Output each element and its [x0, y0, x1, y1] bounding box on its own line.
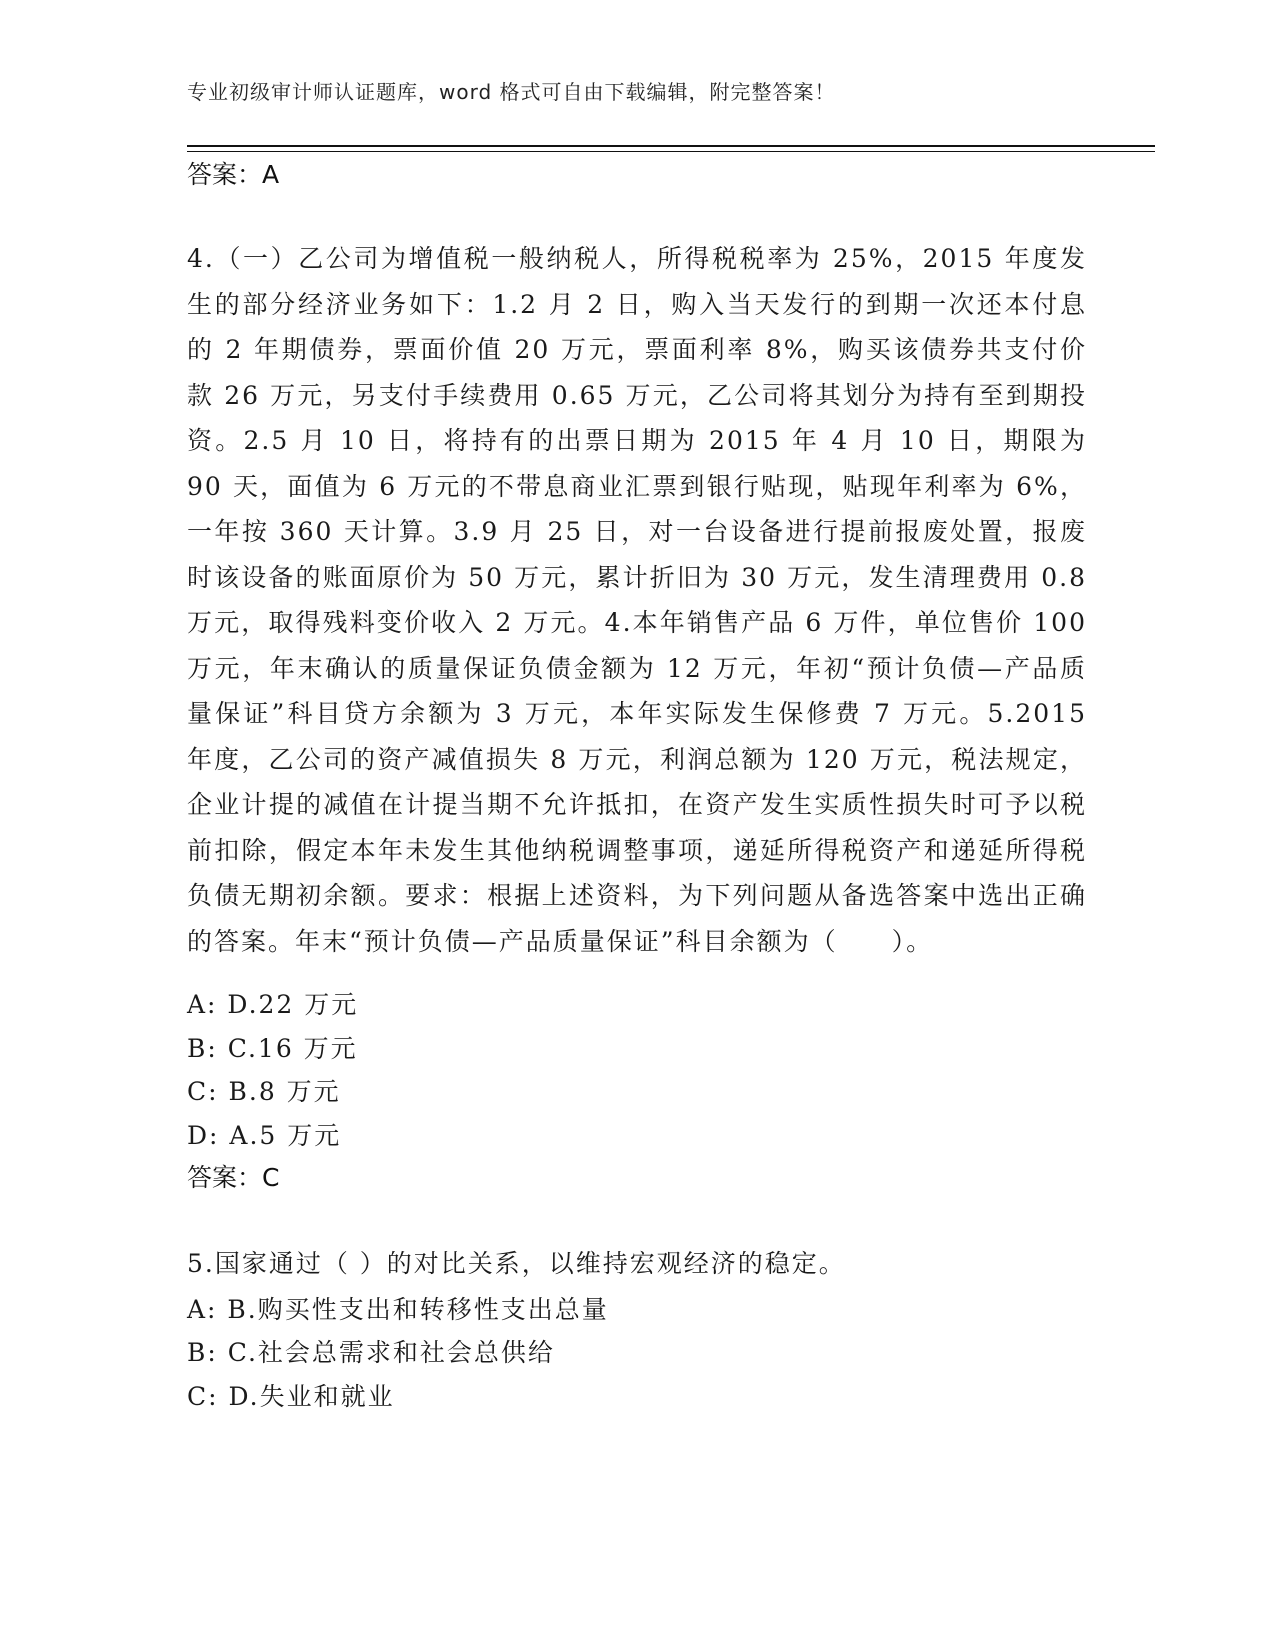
question-5-option-a: A: B.购买性支出和转移性支出总量 [187, 1295, 609, 1324]
question-5-option-b: B: C.社会总需求和社会总供给 [187, 1338, 555, 1367]
question-4-text: 4.（一）乙公司为增值税一般纳税人，所得税税率为 25%，2015 年度发生的部分经济业务如下：1.2 月 2 日，购入当天发行的到期一次还本付息的 2 年期债券，票面价值 20 万元，票面利率 8%，购买该债券共支付价款 26 万元，另支付手续费用 0.65 万元，乙公司将其划分为持有至到期投资。2.5 月 10 日，将持有的出票日期为 2015 年 4 月 10 日，期限为 90 天，面值为 6 万元的不带息商业汇票到银行贴现，贴现年利率为 6%，一年按 360 天计算。3.9 月 25 日，对一台设备进行提前报废处置，报废时该设备的账面原价为 50 万元，累计折旧为 30 万元，发生清理费用 0.8 万元，取得残料变价收入 2 万元。4.本年销售产品 6 万件，单位售价 100 万元，年末确认的质量保证负债金额为 12 万元，年初“预计负债—产品质量保证”科目贷方余额为 3 万元，本年实际发生保修费 7 万元。5.2015 年度，乙公司的资产减值损失 8 万元，利润总额为 120 万元，税法规定，企业计提的减值在计提当期不允许抵扣，在资产发生实质性损失时可予以税前扣除，假定本年未发生其他纳税调整事项，递延所得税资产和递延所得税负债无期初余额。要求：根据上述资料，为下列问题从备选答案中选出正确的答案。年末“预计负债—产品质量保证”科目余额为（ ）。 [187, 244, 1087, 956]
question-5-text: 5.国家通过（ ）的对比关系，以维持宏观经济的稳定。 [187, 1249, 846, 1278]
question-5-option-c: C: D.失业和就业 [187, 1382, 395, 1411]
question-4-option-d: D: A.5 万元 [187, 1121, 342, 1150]
page-header: 专业初级审计师认证题库，word 格式可自由下载编辑，附完整答案！ [187, 80, 836, 104]
header-rule-thick [187, 145, 1155, 147]
question-4-answer: 答案：C [187, 1163, 280, 1192]
question-4-option-b: B: C.16 万元 [187, 1034, 358, 1063]
question-4-option-a: A: D.22 万元 [187, 990, 359, 1019]
header-rule-thin [187, 151, 1155, 152]
question-4-option-c: C: B.8 万元 [187, 1077, 341, 1106]
previous-answer: 答案：A [187, 160, 280, 189]
